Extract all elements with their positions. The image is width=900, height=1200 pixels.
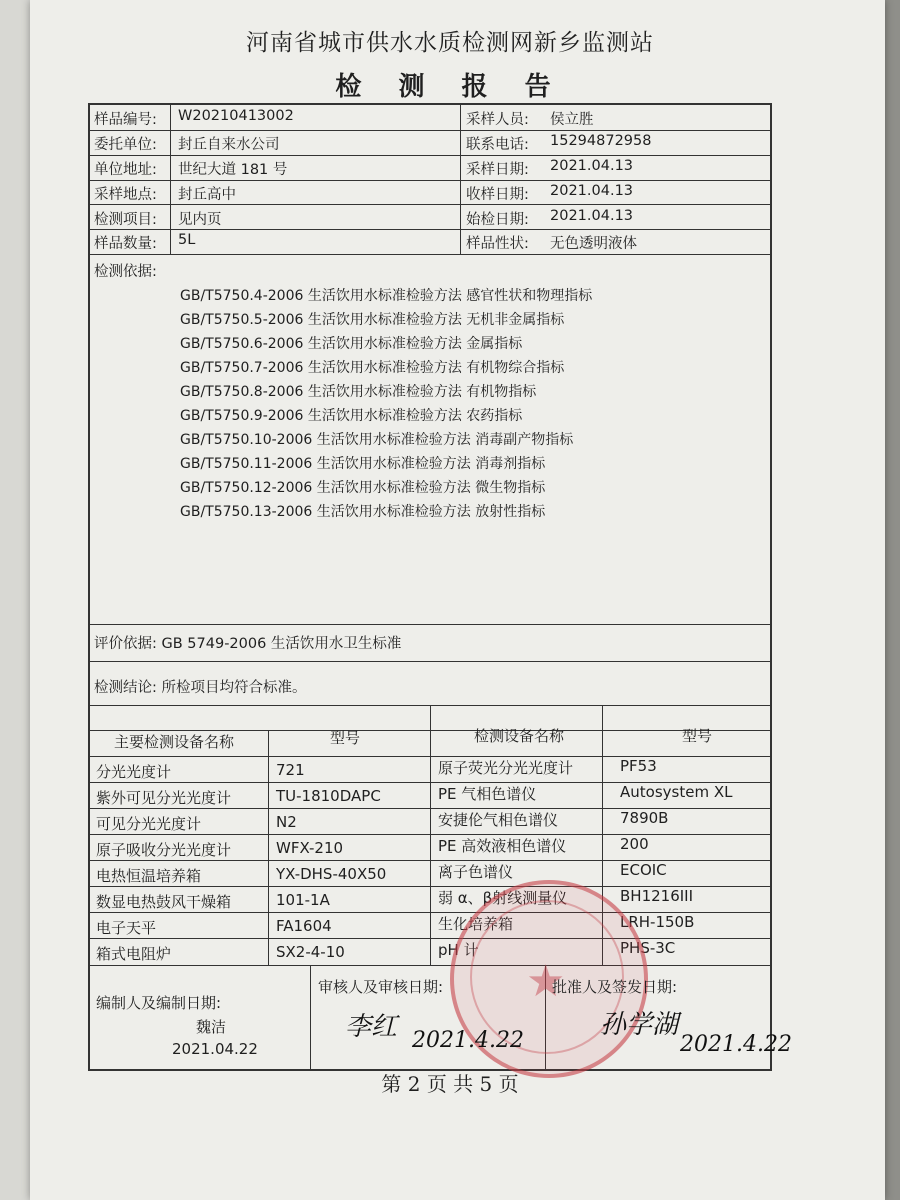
items-value: 见内页 bbox=[178, 212, 222, 228]
sampler-label: 采样人员: bbox=[466, 112, 529, 128]
page-footer: 第 2 页 共 5 页 bbox=[381, 1072, 519, 1096]
equipment-name: 电热恒温培养箱 bbox=[96, 867, 202, 885]
equipment-model: PF53 bbox=[620, 757, 657, 775]
equipment-model: PHS-3C bbox=[620, 939, 676, 957]
equipment-model: N2 bbox=[276, 813, 297, 831]
equipment-model: SX2-4-10 bbox=[276, 943, 345, 961]
basis-line: GB/T5750.13-2006 生活饮用水标准检验方法 放射性指标 bbox=[180, 504, 546, 520]
equipment-model: BH1216III bbox=[620, 887, 694, 905]
sampling-date-label: 采样日期: bbox=[466, 162, 529, 178]
address-value: 世纪大道 181 号 bbox=[178, 162, 288, 178]
client-value: 封丘自来水公司 bbox=[178, 137, 280, 153]
equipment-model: 101-1A bbox=[276, 891, 330, 909]
quantity-value: 5L bbox=[178, 232, 196, 248]
equipment-name: 箱式电阻炉 bbox=[96, 945, 172, 963]
equipment-name: 弱 α、β射线测量仪 bbox=[438, 889, 568, 907]
equipment-header-name-2: 检测设备名称 bbox=[474, 727, 565, 745]
equipment-model: 7890B bbox=[620, 809, 669, 827]
phone-value: 15294872958 bbox=[550, 133, 652, 149]
equipment-model: FA1604 bbox=[276, 917, 332, 935]
basis-line: GB/T5750.8-2006 生活饮用水标准检验方法 有机物指标 bbox=[180, 384, 537, 400]
equipment-model: Autosystem XL bbox=[620, 783, 733, 801]
equipment-name: 原子吸收分光光度计 bbox=[96, 841, 232, 859]
equipment-name: 安捷伦气相色谱仪 bbox=[438, 811, 559, 829]
equipment-model: LRH-150B bbox=[620, 913, 695, 931]
equipment-name: 原子荧光分光光度计 bbox=[438, 759, 574, 777]
start-date-label: 始检日期: bbox=[466, 212, 529, 228]
equipment-name: 分光光度计 bbox=[96, 763, 172, 781]
location-label: 采样地点: bbox=[94, 187, 157, 203]
phone-label: 联系电话: bbox=[466, 137, 529, 153]
basis-line: GB/T5750.4-2006 生活饮用水标准检验方法 感官性状和物理指标 bbox=[180, 288, 593, 304]
client-label: 委托单位: bbox=[94, 137, 157, 153]
equipment-model: YX-DHS-40X50 bbox=[276, 865, 387, 883]
compiler-date: 2021.04.22 bbox=[172, 1040, 258, 1058]
equipment-model: WFX-210 bbox=[276, 839, 344, 857]
basis-line: GB/T5750.12-2006 生活饮用水标准检验方法 微生物指标 bbox=[180, 480, 546, 496]
report-title: 检 测 报 告 bbox=[335, 72, 565, 102]
approver-signature: 孙学湖 bbox=[600, 1010, 679, 1040]
basis-line: GB/T5750.10-2006 生活饮用水标准检验方法 消毒副产物指标 bbox=[180, 432, 574, 448]
basis-line: GB/T5750.7-2006 生活饮用水标准检验方法 有机物综合指标 bbox=[180, 360, 565, 376]
reviewer-date: 2021.4.22 bbox=[412, 1028, 524, 1053]
basis-label: 检测依据: bbox=[94, 264, 157, 280]
basis-line: GB/T5750.9-2006 生活饮用水标准检验方法 农药指标 bbox=[180, 408, 523, 424]
reviewer-signature: 李红 bbox=[345, 1012, 398, 1042]
approver-label: 批准人及签发日期: bbox=[552, 978, 678, 996]
nature-value: 无色透明液体 bbox=[550, 236, 637, 252]
equipment-name: 紫外可见分光光度计 bbox=[96, 789, 232, 807]
items-label: 检测项目: bbox=[94, 212, 157, 228]
station-title: 河南省城市供水水质检测网新乡监测站 bbox=[246, 30, 654, 56]
equipment-model: TU-1810DAPC bbox=[276, 787, 381, 805]
sampler-value: 侯立胜 bbox=[550, 112, 594, 128]
equipment-name: 生化培养箱 bbox=[438, 915, 514, 933]
compiler-name: 魏洁 bbox=[196, 1018, 227, 1036]
equipment-name: PE 气相色谱仪 bbox=[438, 785, 537, 803]
sample-no-value: W20210413002 bbox=[178, 108, 294, 124]
sampling-date-value: 2021.04.13 bbox=[550, 158, 634, 174]
approver-date: 2021.4.22 bbox=[680, 1032, 792, 1057]
equipment-model: 721 bbox=[276, 761, 305, 779]
conclusion: 检测结论: 所检项目均符合标准。 bbox=[94, 680, 307, 696]
reviewer-label: 审核人及审核日期: bbox=[318, 978, 444, 996]
equipment-name: PE 高效液相色谱仪 bbox=[438, 837, 567, 855]
compiler-label: 编制人及编制日期: bbox=[96, 994, 222, 1012]
equipment-name: 可见分光光度计 bbox=[96, 815, 202, 833]
basis-line: GB/T5750.6-2006 生活饮用水标准检验方法 金属指标 bbox=[180, 336, 523, 352]
equipment-name: 数显电热鼓风干燥箱 bbox=[96, 893, 232, 911]
sample-no-label: 样品编号: bbox=[94, 112, 157, 128]
basis-line: GB/T5750.11-2006 生活饮用水标准检验方法 消毒剂指标 bbox=[180, 456, 546, 472]
address-label: 单位地址: bbox=[94, 162, 157, 178]
equipment-name: pH 计 bbox=[438, 941, 479, 959]
equipment-name: 电子天平 bbox=[96, 919, 157, 937]
nature-label: 样品性状: bbox=[466, 236, 529, 252]
receive-date-value: 2021.04.13 bbox=[550, 183, 634, 199]
equipment-header-model-2: 型号 bbox=[682, 727, 713, 745]
equipment-name: 离子色谱仪 bbox=[438, 863, 514, 881]
basis-line: GB/T5750.5-2006 生活饮用水标准检验方法 无机非金属指标 bbox=[180, 312, 565, 328]
receive-date-label: 收样日期: bbox=[466, 187, 529, 203]
equipment-header-name: 主要检测设备名称 bbox=[114, 733, 235, 751]
evaluation-basis: 评价依据: GB 5749-2006 生活饮用水卫生标准 bbox=[94, 636, 402, 652]
quantity-label: 样品数量: bbox=[94, 236, 157, 252]
seal-star-icon: ★ bbox=[526, 956, 566, 1007]
location-value: 封丘高中 bbox=[178, 187, 236, 203]
equipment-model: ECOIC bbox=[620, 861, 667, 879]
equipment-header-model: 型号 bbox=[330, 729, 361, 747]
equipment-model: 200 bbox=[620, 835, 649, 853]
start-date-value: 2021.04.13 bbox=[550, 208, 634, 224]
